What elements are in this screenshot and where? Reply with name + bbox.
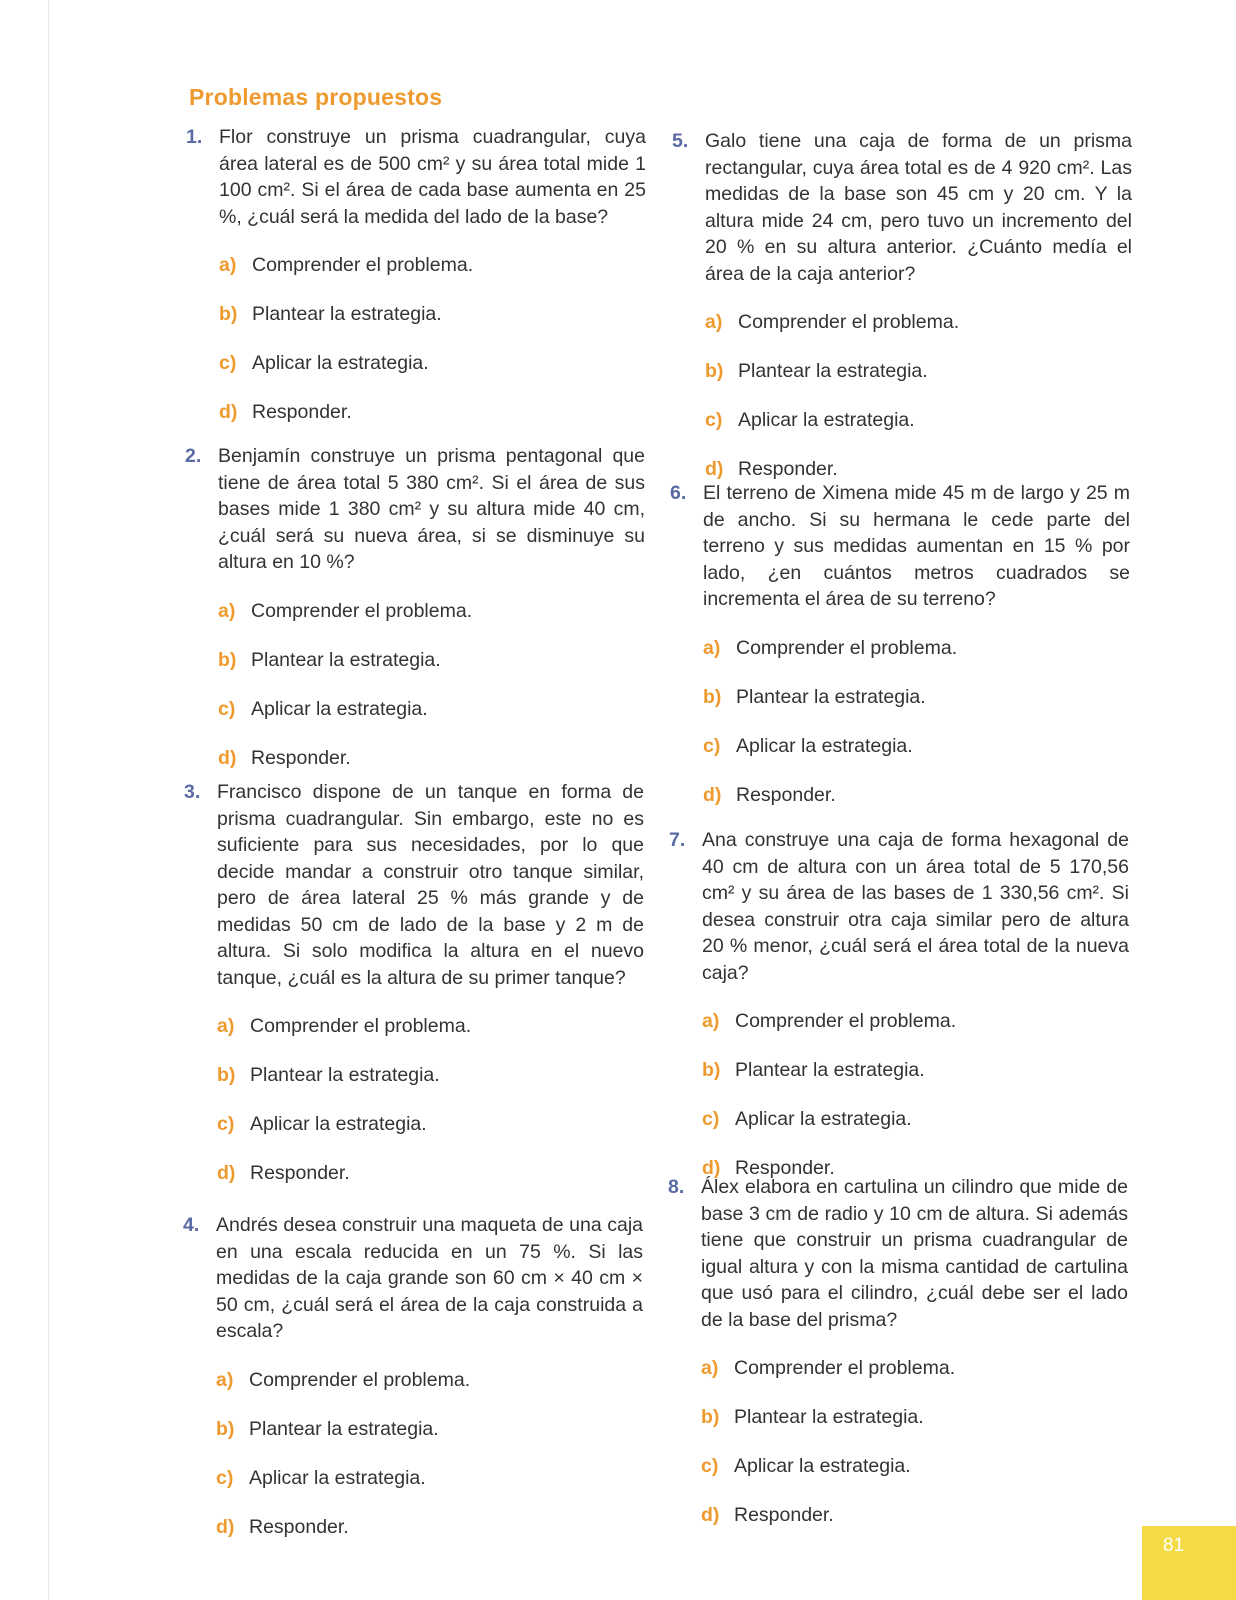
problem-text: Galo tiene una caja de forma de un prisma rectangular, cuya área total es de 4 920 cm². Las medidas de la base son 45 cm y 20 cm. Y la altura mide 24 cm, pero tuvo un incremento del 20 % en su altura anterior. ¿Cuánto medía el área de la caja anterior? [705, 130, 1132, 285]
step-c [185, 695, 645, 723]
step-b [668, 1403, 1128, 1431]
step-letter: d) [702, 1157, 721, 1179]
step-a [185, 597, 645, 625]
step-text: Comprender el problema. [252, 254, 474, 276]
step-a [183, 1366, 643, 1394]
step-d [186, 398, 646, 426]
step-list [672, 308, 1132, 483]
step-letter: c) [218, 697, 236, 720]
step-d [184, 1159, 644, 1187]
step-text: Comprender el problema. [738, 311, 960, 333]
step-b [184, 1061, 644, 1089]
step-text: Comprender el problema. [251, 599, 473, 622]
step-text: Plantear la estrategia. [252, 303, 442, 325]
problem-3 [184, 779, 644, 1187]
step-a [669, 1007, 1129, 1035]
problem-text: Benjamín construye un prisma pentagonal que tiene de área total 5 380 cm². Si el área de sus bases mide 1 380 cm² y su altura mide 40 cm, ¿cuál será su nueva área, si se disminuye su altura en 10 %? [218, 445, 645, 573]
step-c [668, 1452, 1128, 1480]
page-number-tab [1142, 1526, 1236, 1600]
step-letter: c) [703, 734, 721, 757]
step-c [670, 732, 1130, 760]
problem-text: Andrés desea construir una maqueta de una caja en una escala reducida en un 75 %. Si las medidas de la caja grande son 60 cm × 40 cm × 50 cm, ¿cuál será el área de la caja construida a escala? [216, 1214, 643, 1342]
problem-number: 8. [668, 1176, 685, 1198]
step-text: Responder. [738, 458, 838, 480]
step-c [183, 1464, 643, 1492]
step-c [669, 1105, 1129, 1133]
step-list [186, 251, 646, 426]
problem-number: 1. [186, 126, 203, 148]
problem-1 [186, 124, 646, 426]
step-letter: b) [218, 648, 237, 671]
step-text: Comprender el problema. [736, 636, 958, 659]
step-c [186, 349, 646, 377]
step-text: Aplicar la estrategia. [251, 697, 428, 720]
problem-text: Álex elabora en cartulina un cilindro que mide de base 3 cm de radio y 10 cm de altura. Si además tiene que construir un prisma cuadrangular de igual altura y con la misma cantidad de cartulina que usó para el cilindro, ¿cuál debe ser el lado de la base del prisma? [701, 1176, 1128, 1331]
step-letter: c) [702, 1108, 720, 1130]
step-text: Aplicar la estrategia. [738, 409, 915, 431]
problem-8 [668, 1174, 1128, 1529]
step-letter: c) [219, 352, 237, 374]
step-letter: b) [216, 1417, 235, 1440]
step-letter: a) [216, 1368, 234, 1391]
step-b [185, 646, 645, 674]
problem-7 [669, 827, 1129, 1182]
step-text: Comprender el problema. [250, 1015, 472, 1037]
step-text: Plantear la estrategia. [736, 685, 926, 708]
problem-text: El terreno de Ximena mide 45 m de largo y 25 m de ancho. Si su hermana le cede parte del terreno y sus medidas aumentan en 15 % por lado, ¿en cuántos metros cuadrados se incrementa el área de su terreno? [703, 482, 1130, 610]
step-letter: b) [701, 1406, 720, 1428]
step-text: Aplicar la estrategia. [252, 352, 429, 374]
step-list [183, 1366, 643, 1541]
step-letter: d) [218, 746, 237, 769]
step-c [184, 1110, 644, 1138]
step-letter: d) [705, 458, 724, 480]
step-text: Aplicar la estrategia. [249, 1466, 426, 1489]
step-d [668, 1501, 1128, 1529]
step-list [184, 1012, 644, 1187]
problem-6 [670, 480, 1130, 809]
problem-text: Flor construye un prisma cuadrangular, cuya área lateral es de 500 cm² y su área total mide 1 100 cm². Si el área de cada base aumenta en 25 %, ¿cuál será la medida del lado de la base? [219, 126, 646, 228]
step-text: Responder. [736, 783, 836, 806]
problem-number: 6. [670, 482, 687, 504]
step-letter: a) [702, 1010, 720, 1032]
step-letter: a) [218, 599, 236, 622]
step-d [183, 1513, 643, 1541]
step-letter: b) [219, 303, 238, 325]
step-letter: a) [703, 636, 721, 659]
problem-number: 5. [672, 130, 689, 152]
problem-number: 4. [183, 1214, 200, 1236]
step-text: Responder. [251, 746, 351, 769]
step-a [668, 1354, 1128, 1382]
page-margin-line [48, 0, 49, 1600]
step-text: Aplicar la estrategia. [735, 1108, 912, 1130]
step-b [183, 1415, 643, 1443]
step-letter: d) [701, 1504, 720, 1526]
step-letter: d) [217, 1162, 236, 1184]
problem-2 [185, 443, 645, 772]
step-text: Comprender el problema. [734, 1357, 956, 1379]
step-list [668, 1354, 1128, 1529]
step-letter: d) [216, 1515, 235, 1538]
step-letter: a) [217, 1015, 235, 1037]
step-text: Plantear la estrategia. [738, 360, 928, 382]
problem-number: 3. [184, 781, 201, 803]
step-letter: c) [216, 1466, 234, 1489]
step-b [186, 300, 646, 328]
step-c [672, 406, 1132, 434]
step-letter: c) [701, 1455, 719, 1477]
step-text: Plantear la estrategia. [251, 648, 441, 671]
step-a [186, 251, 646, 279]
step-letter: b) [702, 1059, 721, 1081]
step-d [185, 744, 645, 772]
step-text: Responder. [252, 401, 352, 423]
step-text: Plantear la estrategia. [734, 1406, 924, 1428]
step-letter: a) [219, 254, 237, 276]
step-letter: d) [219, 401, 238, 423]
step-text: Comprender el problema. [249, 1368, 471, 1391]
step-b [672, 357, 1132, 385]
step-letter: c) [705, 409, 723, 431]
step-text: Aplicar la estrategia. [734, 1455, 911, 1477]
step-letter: a) [705, 311, 723, 333]
step-text: Responder. [249, 1515, 349, 1538]
step-text: Comprender el problema. [735, 1010, 957, 1032]
step-a [670, 634, 1130, 662]
step-list [669, 1007, 1129, 1182]
step-letter: b) [705, 360, 724, 382]
step-letter: b) [217, 1064, 236, 1086]
problem-5 [672, 128, 1132, 483]
step-text: Plantear la estrategia. [735, 1059, 925, 1081]
problem-text: Francisco dispone de un tanque en forma de prisma cuadrangular. Sin embargo, este no es suficiente para sus necesidades, por lo que decide mandar a construir otro tanque similar, pero de área lateral 25 % más grande y de medidas 50 cm de lado de la base y 2 m de altura. Si solo modifica la altura en el nuevo tanque, ¿cuál es la altura de su primer tanque? [217, 781, 644, 989]
step-letter: c) [217, 1113, 235, 1135]
step-text: Plantear la estrategia. [250, 1064, 440, 1086]
step-text: Plantear la estrategia. [249, 1417, 439, 1440]
section-title: Problemas propuestos [189, 84, 443, 110]
problem-text: Ana construye una caja de forma hexagonal de 40 cm de altura con un área total de 5 170,56 cm² y su área de las bases de 1 330,56 cm². Si desea construir otra caja similar pero de altura 20 % menor, ¿cuál será el área total de la nueva caja? [702, 829, 1129, 984]
step-letter: d) [703, 783, 722, 806]
problem-4 [183, 1212, 643, 1541]
problem-number: 7. [669, 829, 686, 851]
page-number: 81 [1163, 1535, 1185, 1556]
step-b [670, 683, 1130, 711]
step-list [670, 634, 1130, 809]
step-text: Responder. [734, 1504, 834, 1526]
step-letter: a) [701, 1357, 719, 1379]
step-a [184, 1012, 644, 1040]
step-d [670, 781, 1130, 809]
step-text: Aplicar la estrategia. [250, 1113, 427, 1135]
step-b [669, 1056, 1129, 1084]
problem-number: 2. [185, 445, 202, 467]
step-a [672, 308, 1132, 336]
step-letter: b) [703, 685, 722, 708]
step-text: Responder. [250, 1162, 350, 1184]
step-text: Aplicar la estrategia. [736, 734, 913, 757]
step-list [185, 597, 645, 772]
step-d [672, 455, 1132, 483]
step-text: Responder. [735, 1157, 835, 1179]
